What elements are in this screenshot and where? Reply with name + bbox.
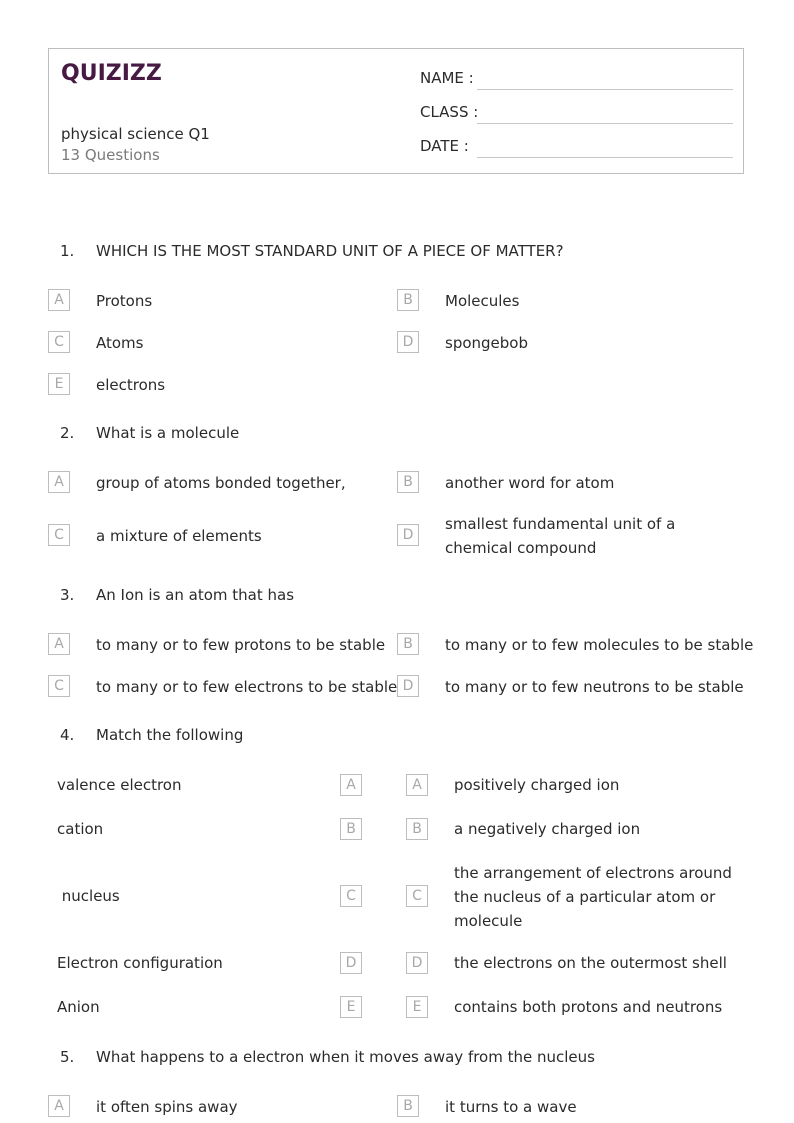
option-text: to many or to few protons to be stable [96,636,386,654]
match-right-letter-box[interactable]: B [406,818,428,840]
match-left-item: Electron configuration [57,954,223,972]
option-letter-box[interactable]: B [397,471,419,493]
option-letter-box[interactable]: C [48,331,70,353]
question-number: 2. [60,424,75,442]
question-text: What happens to a electron when it moves away from the nucleus [96,1048,595,1066]
match-right-letter-box[interactable]: D [406,952,428,974]
option-letter-box[interactable]: B [397,1095,419,1117]
match-left-letter-box[interactable]: C [340,885,362,907]
option-letter-box[interactable]: B [397,289,419,311]
match-right-letter-box[interactable]: A [406,774,428,796]
option-text: Atoms [96,334,144,352]
match-right-item: contains both protons and neutrons [454,998,723,1016]
question-text: Match the following [96,726,244,744]
date-label: DATE : [420,137,469,155]
option-letter-box[interactable]: D [397,675,419,697]
match-left-letter-box[interactable]: B [340,818,362,840]
option-text: to many or to few electrons to be stable [96,678,398,696]
class-label: CLASS : [420,103,479,121]
option-text: a mixture of elements [96,527,262,545]
option-text: Molecules [445,292,520,310]
match-left-letter-box[interactable]: D [340,952,362,974]
option-letter-box[interactable]: A [48,471,70,493]
option-letter-box[interactable]: A [48,1095,70,1117]
match-left-item: nucleus [57,887,120,905]
option-letter-box[interactable]: A [48,633,70,655]
option-text: to many or to few molecules to be stable [445,636,754,654]
option-letter-box[interactable]: B [397,633,419,655]
quizizz-logo [61,59,162,86]
match-right-item: the electrons on the outermost shell [454,954,727,972]
option-text: it often spins away [96,1098,238,1116]
option-text: spongebob [445,334,528,352]
worksheet-title: physical science Q1 [61,125,210,143]
match-right-item: positively charged ion [454,776,620,794]
date-field[interactable] [477,157,733,158]
question-count: 13 Questions [61,146,160,164]
question-text: What is a molecule [96,424,240,442]
question-text: WHICH IS THE MOST STANDARD UNIT OF A PIECE OF MATTER? [96,242,564,260]
option-text: to many or to few neutrons to be stable [445,678,744,696]
match-left-item: cation [57,820,104,838]
option-text: it turns to a wave [445,1098,577,1116]
option-text: smallest fundamental unit of a chemical compound [445,515,676,557]
question-number: 5. [60,1048,75,1066]
svg-text:QUIZIZZ: QUIZIZZ [61,61,162,86]
option-text: group of atoms bonded together, [96,474,346,492]
option-letter-box[interactable]: C [48,524,70,546]
match-left-item: valence electron [57,776,182,794]
option-letter-box[interactable]: D [397,331,419,353]
match-right-item: the arrangement of electrons around the nucleus of a particular atom or molecule [454,864,732,930]
option-letter-box[interactable]: D [397,524,419,546]
match-right-item: a negatively charged ion [454,820,641,838]
match-left-letter-box[interactable]: E [340,996,362,1018]
question-text: An Ion is an atom that has [96,586,295,604]
option-letter-box[interactable]: E [48,373,70,395]
class-field[interactable] [477,123,733,124]
option-text: electrons [96,376,166,394]
name-label: NAME : [420,69,474,87]
match-right-letter-box[interactable]: C [406,885,428,907]
match-left-letter-box[interactable]: A [340,774,362,796]
question-number: 4. [60,726,75,744]
option-letter-box[interactable]: C [48,675,70,697]
question-number: 3. [60,586,75,604]
match-left-item: Anion [57,998,100,1016]
name-field[interactable] [477,89,733,90]
match-right-letter-box[interactable]: E [406,996,428,1018]
option-letter-box[interactable]: A [48,289,70,311]
option-text: another word for atom [445,474,615,492]
worksheet-header [48,48,744,174]
option-text: Protons [96,292,153,310]
question-number: 1. [60,242,75,260]
